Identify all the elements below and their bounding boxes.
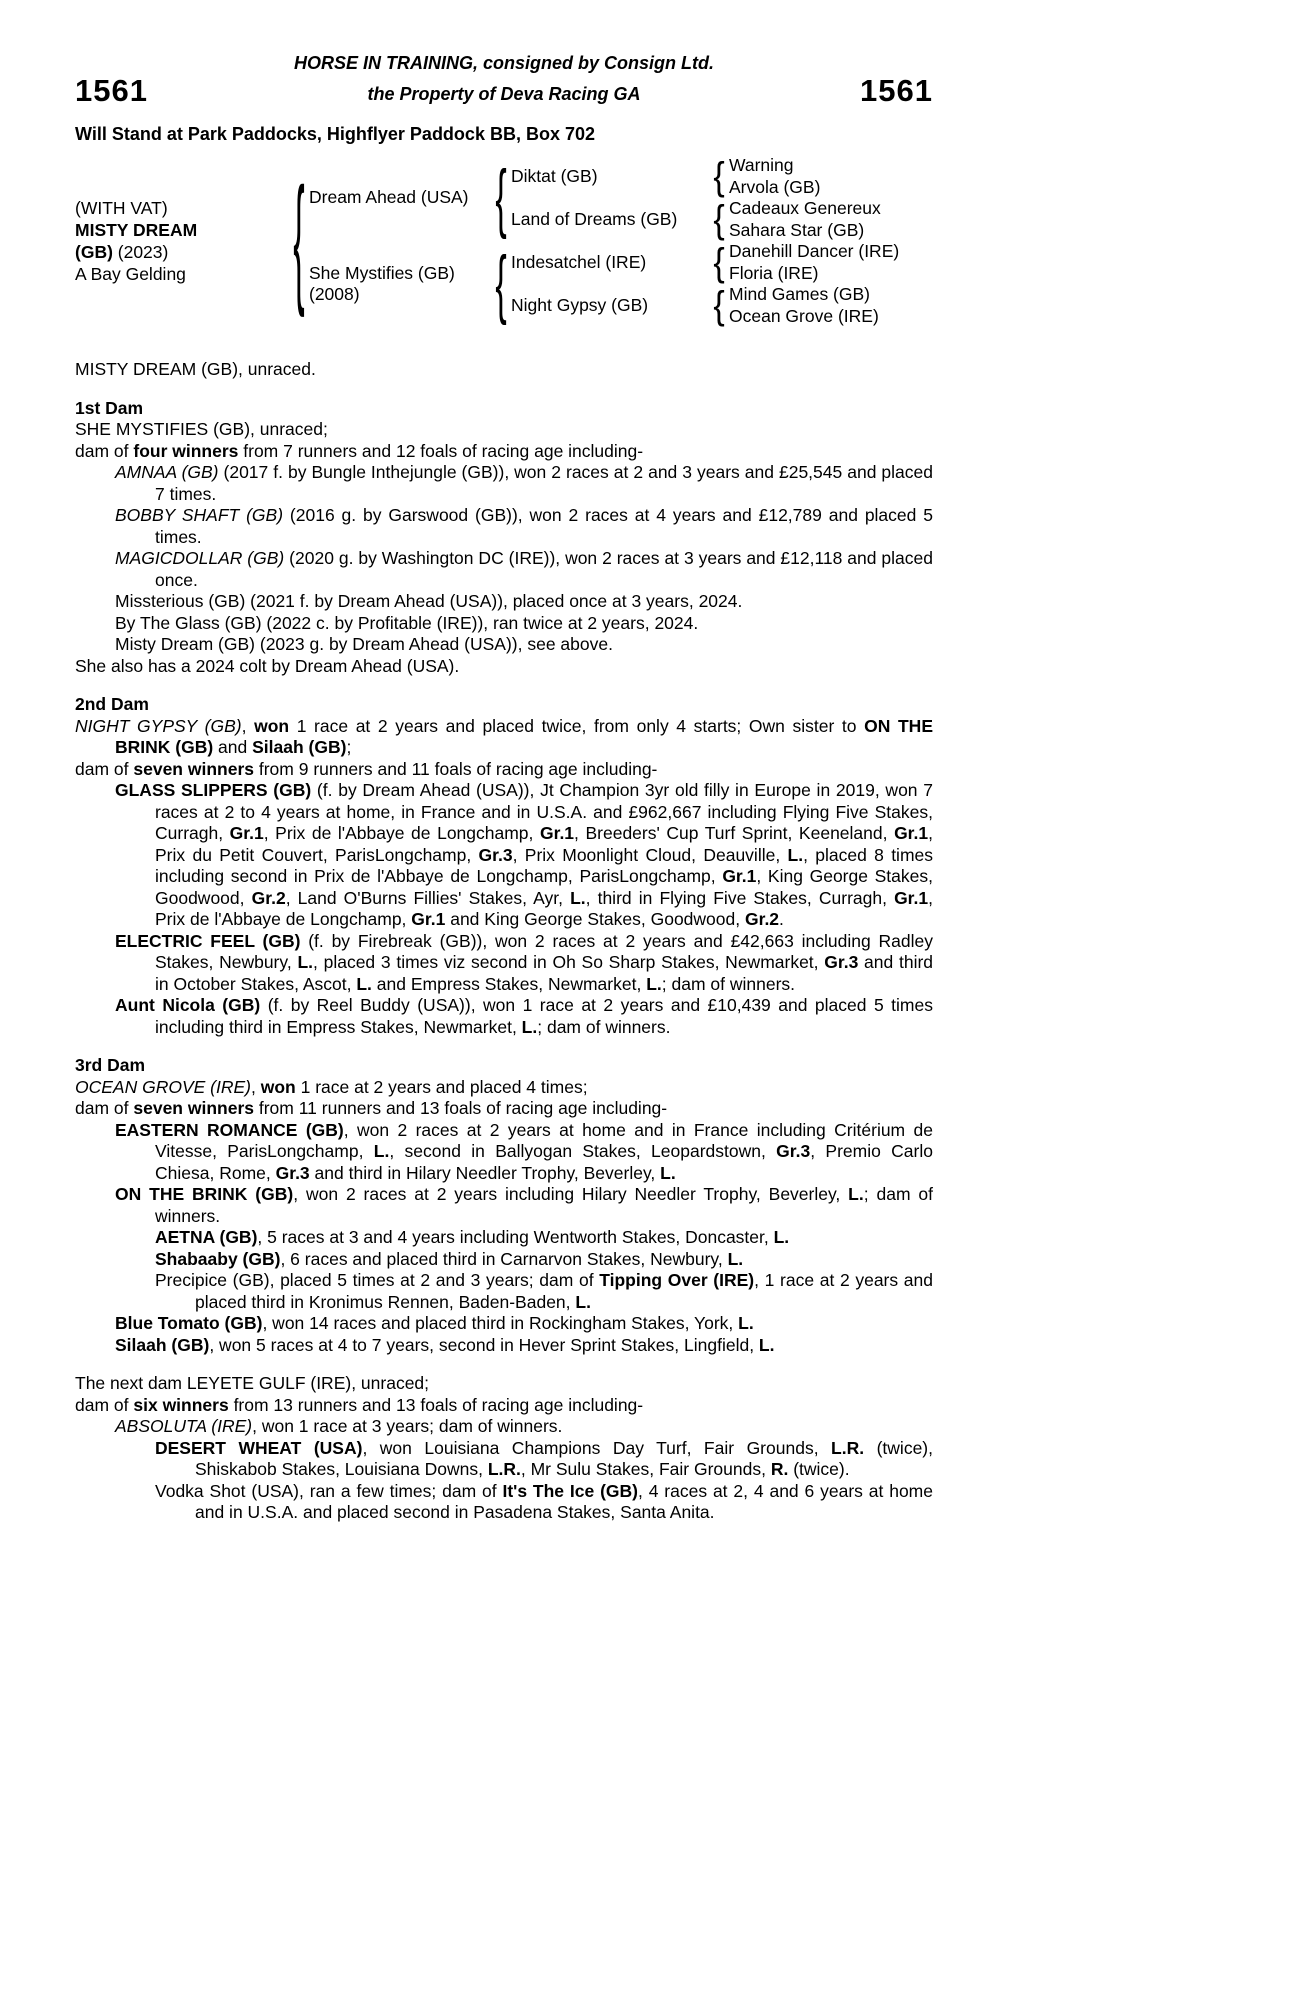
text-run: won [260,1076,296,1097]
paragraph [75,1313,933,1335]
text-run: six winners [133,1394,229,1415]
subject-horse [75,197,289,285]
lot-number-left: 1561 [75,73,148,108]
catalog-body [75,359,933,1524]
text-run: GLASS SLIPPERS (GB) [115,780,312,800]
dam-name: She Mystifies (GB) (2008) [309,263,491,306]
great-grandparents [729,155,820,198]
text-run: Gr.3 [824,952,859,972]
lot-number-right: 1561 [860,73,933,108]
text-run: from 11 runners and 13 foals of racing age including- [254,1098,668,1118]
text-run: Gr.3 [478,844,513,865]
paragraph [75,1120,933,1185]
text-run: Gr.1 [722,866,757,886]
horse-name: MISTY DREAM [75,220,198,240]
text-run: L. [646,973,662,994]
text-run: Gr.3 [776,1141,811,1161]
text-run: , 4 races at 2, 4 and 6 years at home and in U.S.A. and placed second in Pasadena Stakes, Santa Anita. [195,1480,933,1522]
text-run: It's The Ice (GB) [502,1480,638,1501]
text-run: L. [727,1248,744,1269]
text-run: , placed 3 times viz second in Oh So Sharp Stakes, Newmarket, [313,952,825,972]
text-run: (twice), Shiskabob Stakes, Louisiana Downs, [195,1437,933,1479]
text-run: ; dam of winners. [537,1016,671,1037]
text-run: SHE MYSTIFIES (GB), unraced; [75,419,328,439]
text-run: AMNAA (GB) [115,462,219,482]
text-run: Gr.2 [744,909,780,929]
great-grandparents [729,241,899,284]
text-run: (f. by Reel Buddy (USA)), won 1 race at 2 years and £10,439 and placed 5 times including third in Empress Stakes, Newmarket, [155,995,933,1037]
text-run: She also has a 2024 colt by Dream Ahead (USA). [75,655,460,676]
text-run: ON THE BRINK (GB) [115,715,933,757]
pedigree-brace: { [495,241,507,327]
pedigree-brace: { [713,283,725,328]
paragraph [75,419,933,441]
text-run: L.R. [831,1437,865,1458]
text-run: L. [297,952,313,972]
ancestor-name: Danehill Dancer (IRE) [729,241,900,261]
property-line: the Property of Deva Racing GA [367,84,641,104]
text-run: By The Glass (GB) (2022 c. by Profitable (IRE)), ran twice at 2 years, 2024. [115,612,699,633]
sire-name: Dream Ahead (USA) [309,187,469,208]
text-run: (twice). [788,1459,850,1479]
paragraph [75,441,933,463]
text-run: L.R. [487,1459,521,1479]
text-run: , Land O'Burns Fillies' Stakes, Ayr, [285,887,571,908]
text-run: dam of [75,758,134,779]
section-first-dam [75,398,933,678]
text-run: L. [660,1162,676,1183]
text-run: and third in Hilary Needler Trophy, Beverley, [309,1162,661,1183]
generation-2-column [309,155,899,327]
text-run: EASTERN ROMANCE (GB) [115,1119,344,1140]
horse-year: (2023) [112,242,169,262]
paragraph [75,1098,933,1120]
sire-dam-name: Land of Dreams (GB) [511,209,678,229]
text-run: ; [346,737,352,757]
text-run: R. [770,1459,789,1479]
sire-sire-branch [511,155,881,198]
ancestor-name: Cadeaux Genereux [729,198,881,218]
text-run: , Prix Moonlight Cloud, Deauville, [512,844,788,865]
paragraph [75,1438,933,1481]
sire-branch [309,155,899,241]
paragraph [75,656,933,678]
text-run: NIGHT GYPSY (GB) [75,715,242,736]
paragraph [75,716,933,759]
text-run: 1 race at 2 years and placed 4 times; [295,1076,588,1097]
text-run: dam of [75,1394,134,1415]
paragraph [75,1077,933,1099]
paragraph [75,1335,933,1357]
ancestor-name: Arvola (GB) [729,176,821,197]
text-run: L. [787,844,804,865]
text-run: L. [570,887,586,908]
text-run: Precipice (GB), placed 5 times at 2 and 3 years; dam of [155,1270,600,1290]
text-run: Blue Tomato (GB) [115,1313,263,1333]
paragraph [75,359,933,381]
text-run: , Premio Carlo Chiesa, Rome, [155,1141,933,1183]
dam-sire-branch [511,241,899,284]
text-run: and King George Stakes, Goodwood, [445,909,745,929]
text-run: MAGICDOLLAR (GB) [115,548,285,568]
text-run: Silaah (GB) [252,737,347,757]
paragraph [75,634,933,656]
text-run: ; dam of winners. [155,1184,933,1226]
text-run: L. [758,1334,775,1355]
text-run: Gr.2 [251,887,286,908]
dam-branch [309,241,899,327]
text-run: seven winners [133,1098,254,1118]
text-run: The next dam LEYETE GULF (IRE), unraced; [75,1373,430,1393]
dam-dam-name: Night Gypsy (GB) [511,295,649,315]
section-third-dam [75,1055,933,1356]
ancestor-name: Mind Games (GB) [729,284,870,304]
text-run: , second in Ballyogan Stakes, Leopardstown, [389,1141,777,1161]
text-run: Aunt Nicola (GB) [115,995,261,1015]
text-run: , won 2 races at 2 years including Hilary Needler Trophy, Beverley, [293,1184,849,1204]
text-run: dam of [75,1098,134,1118]
text-run: , Prix de l'Abbaye de Longchamp, [155,887,933,929]
text-run: , King George Stakes, Goodwood, [155,866,933,908]
text-run: from 9 runners and 11 foals of racing age including- [254,758,658,779]
pedigree-brace: { [713,240,725,285]
sire-sire-name: Diktat (GB) [511,166,598,186]
text-run: L. [848,1184,864,1204]
sire-parents-column [511,155,881,241]
horse-country-suffix: (GB) [75,242,113,262]
text-run: (2020 g. by Washington DC (IRE)), won 2 races at 3 years and £12,118 and placed once. [155,548,933,590]
text-run: OCEAN GROVE (IRE) [75,1076,251,1097]
text-run: , [251,1076,261,1097]
text-run: Missterious (GB) (2021 f. by Dream Ahead (USA)), placed once at 3 years, 2024. [115,591,743,611]
text-run: AETNA (GB) [155,1227,258,1247]
text-run: L. [373,1141,390,1161]
page-header [75,52,933,145]
paragraph [75,1481,933,1524]
section-second-dam [75,694,933,1038]
paragraph [75,613,933,635]
paragraph [75,1373,933,1395]
paragraph [75,591,933,613]
text-run: . [779,909,784,929]
ancestor-name: Warning [729,155,794,175]
text-run: MISTY DREAM (GB), unraced. [75,359,316,379]
paragraph [75,548,933,591]
text-run: , won 5 races at 4 to 7 years, second in Hever Sprint Stakes, Lingfield, [209,1334,759,1355]
pedigree-brace: { [713,197,725,242]
text-run: Gr.1 [539,823,575,843]
text-run: (f. by Dream Ahead (USA)), Jt Champion 3yr old filly in Europe in 2019, won 7 races at 2 to 4 years at home, in France and in U.S.A. and £962,667 including Flying Five Stakes, Curragh, [155,780,933,843]
text-run: Vodka Shot (USA), ran a few times; dam of [155,1480,503,1501]
paragraph [75,1416,933,1438]
section-next-dam [75,1373,933,1524]
text-run: Gr.1 [894,823,929,843]
text-run: ABSOLUTA (IRE) [115,1416,253,1436]
text-run: from 13 runners and 13 foals of racing age including- [228,1394,644,1415]
text-run: seven winners [133,758,254,779]
text-run: 1 race at 2 years and placed twice, from only 4 starts; Own sister to [289,715,865,736]
text-run: four winners [133,440,239,461]
text-run: from 7 runners and 12 foals of racing age including- [238,440,644,461]
paragraph [75,1395,933,1417]
text-run: won [254,715,290,736]
ancestor-name: Ocean Grove (IRE) [729,305,879,326]
paragraph [75,1249,933,1271]
paragraph [75,759,933,781]
text-run: Silaah (GB) [115,1334,210,1355]
paragraph [75,1184,933,1227]
great-grandparents [729,198,881,241]
pedigree-brace: { [495,155,507,241]
text-run: , Breeders' Cup Turf Sprint, Keeneland, [574,823,895,843]
text-run: (f. by Firebreak (GB)), won 2 races at 2 years and £42,663 including Radley Stakes, Newbury, [155,930,933,972]
section-subject-note [75,359,933,381]
text-run: ELECTRIC FEEL (GB) [115,930,301,951]
text-run: L. [521,1016,538,1037]
text-run: L. [575,1291,591,1312]
text-run: and third in October Stakes, Ascot, [155,952,934,994]
text-run: Shabaaby (GB) [155,1248,281,1269]
text-run: Gr.1 [894,887,929,908]
dam-parents-column [511,241,899,327]
text-run: , 6 races and placed third in Carnarvon Stakes, Newbury, [280,1248,728,1269]
sire-dam-branch [511,198,881,241]
pedigree-brace: { [713,154,725,199]
text-run: Misty Dream (GB) (2023 g. by Dream Ahead (USA)), see above. [115,634,613,654]
text-run: , won 1 race at 3 years; dam of winners. [252,1416,563,1436]
horse-description: A Bay Gelding [75,264,186,284]
vat-note: (WITH VAT) [75,198,168,218]
text-run: L. [356,973,372,994]
text-run: , won Louisiana Champions Day Turf, Fair Grounds, [362,1437,832,1458]
text-run: dam of [75,440,134,461]
text-run: BOBBY SHAFT (GB) [115,505,284,525]
text-run: and [213,737,253,757]
text-run: , Prix de l'Abbaye de Longchamp, [263,823,540,843]
text-run: (2016 g. by Garswood (GB)), won 2 races at 4 years and £12,789 and placed 5 times. [155,505,933,547]
text-run: L. [773,1227,790,1247]
text-run: , Prix du Petit Couvert, ParisLongchamp, [155,823,933,865]
text-run: and Empress Stakes, Newmarket, [371,973,647,994]
pedigree-brace: { [293,161,305,321]
text-run: , third in Flying Five Stakes, Curragh, [585,887,895,908]
lot-row [75,73,933,111]
text-run: DESERT WHEAT (USA) [155,1437,363,1458]
dam-dam-branch [511,284,899,327]
heading-first-dam: 1st Dam [75,397,144,418]
text-run: , 1 race at 2 years and placed third in Kronimus Rennen, Baden-Baden, [195,1270,933,1312]
paragraph [75,931,933,996]
paragraph [75,462,933,505]
text-run: Gr.1 [229,823,264,843]
text-run: Gr.3 [275,1162,310,1183]
text-run: L. [738,1313,754,1333]
consignment-line: HORSE IN TRAINING, consigned by Consign Ltd. [293,53,714,73]
ancestor-name: Sahara Star (GB) [729,219,865,240]
ancestor-name: Floria (IRE) [729,262,819,283]
paragraph [75,780,933,931]
heading-second-dam: 2nd Dam [75,694,149,714]
text-run: Tipping Over (IRE) [599,1270,755,1290]
paragraph [75,995,933,1038]
text-run: ON THE BRINK (GB) [115,1184,294,1204]
paragraph [75,1270,933,1313]
text-run: , [241,715,255,736]
text-run: Gr.1 [411,909,446,929]
text-run: ; dam of winners. [661,973,796,994]
text-run: (2017 f. by Bungle Inthejungle (GB)), won 2 races at 2 and 3 years and £25,545 and placed 7 times. [155,462,933,504]
stand-location-line: Will Stand at Park Paddocks, Highflyer Paddock BB, Box 702 [75,124,595,144]
text-run: , placed 8 times including second in Prix de l'Abbaye de Longchamp, ParisLongchamp, [155,844,934,886]
text-run: , won 2 races at 2 years at home and in France including Critérium de Vitesse, ParisLongchamp, [155,1119,933,1161]
paragraph [75,505,933,548]
text-run: , won 14 races and placed third in Rockingham Stakes, York, [262,1313,739,1333]
text-run: , Mr Sulu Stakes, Fair Grounds, [520,1459,771,1479]
heading-third-dam: 3rd Dam [75,1055,146,1075]
pedigree-chart [75,155,933,327]
great-grandparents [729,284,879,327]
paragraph [75,1227,933,1249]
dam-sire-name: Indesatchel (IRE) [511,252,647,272]
horse-suffix-line [75,241,289,263]
dam-year: (2008) [309,284,360,304]
text-run: , 5 races at 3 and 4 years including Wentworth Stakes, Doncaster, [257,1227,774,1247]
